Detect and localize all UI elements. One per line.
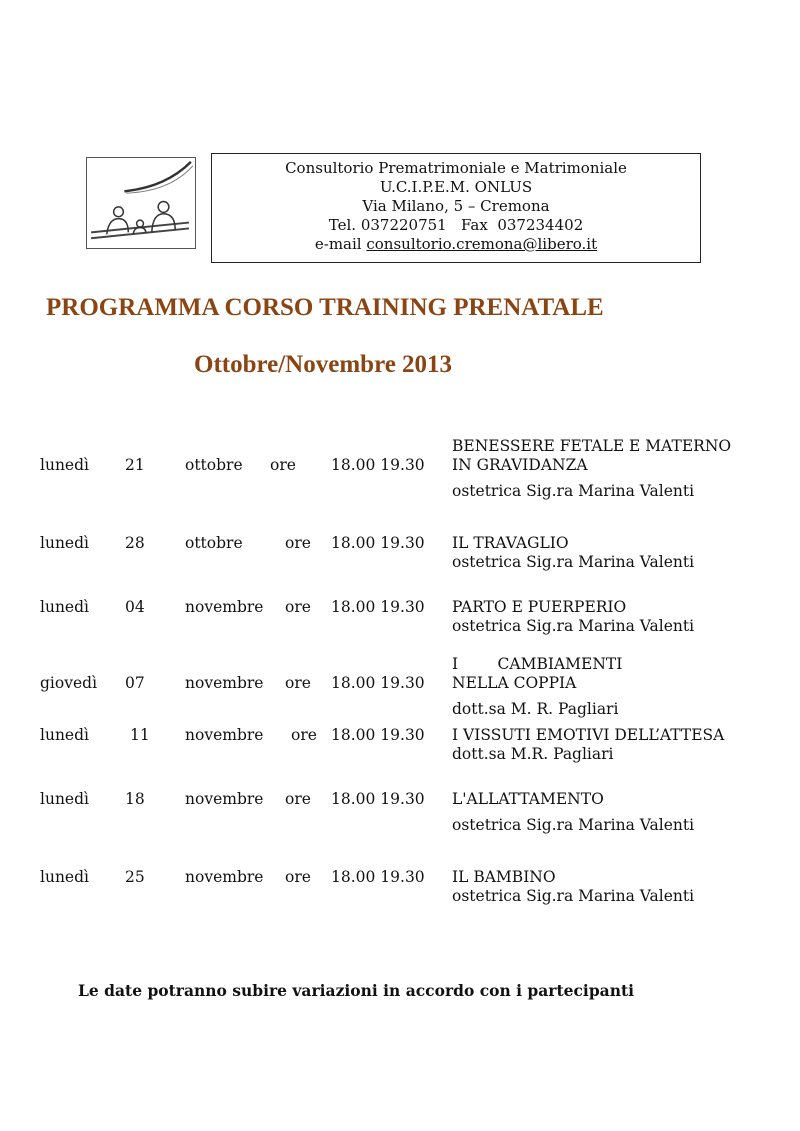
row-date: 18 (125, 790, 145, 808)
row-day: lunedì (40, 598, 89, 616)
email-link[interactable]: consultorio.cremona@libero.it (366, 235, 598, 253)
row-date: 25 (125, 868, 145, 886)
row-time: 18.00 19.30 (331, 598, 425, 616)
row-ore: ore (291, 726, 317, 744)
row-topic: IL TRAVAGLIO (452, 534, 569, 552)
email-label: e-mail (314, 235, 367, 253)
row-month: novembre (185, 790, 264, 808)
family-logo-icon (87, 158, 195, 248)
row-topic: BENESSERE FETALE E MATERNO (452, 437, 732, 455)
row-day: lunedì (40, 726, 89, 744)
row-time: 18.00 19.30 (331, 868, 425, 886)
contact-box (211, 153, 701, 263)
row-speaker: ostetrica Sig.ra Marina Valenti (452, 482, 695, 500)
row-topic: I CAMBIAMENTI (452, 655, 623, 673)
phone-fax: Tel. 037220751 Fax 037234402 (328, 216, 584, 234)
org-short-name: U.C.I.P.E.M. ONLUS (379, 178, 533, 196)
row-month: novembre (185, 598, 264, 616)
row-speaker: ostetrica Sig.ra Marina Valenti (452, 816, 695, 834)
row-date: 28 (125, 534, 145, 552)
row-month: ottobre (185, 534, 243, 552)
row-date: 11 (130, 726, 150, 744)
row-speaker: ostetrica Sig.ra Marina Valenti (452, 553, 695, 571)
row-date: 21 (125, 456, 145, 474)
row-ore: ore (270, 456, 296, 474)
row-time: 18.00 19.30 (331, 674, 425, 692)
row-speaker: ostetrica Sig.ra Marina Valenti (452, 617, 695, 635)
row-day: lunedì (40, 868, 89, 886)
row-topic: PARTO E PUERPERIO (452, 598, 627, 616)
row-time: 18.00 19.30 (331, 790, 425, 808)
row-ore: ore (285, 868, 311, 886)
row-time: 18.00 19.30 (331, 534, 425, 552)
row-ore: ore (285, 534, 311, 552)
row-speaker: dott.sa M. R. Pagliari (452, 700, 619, 718)
row-topic: IL BAMBINO (452, 868, 556, 886)
row-date: 04 (125, 598, 145, 616)
row-month: novembre (185, 726, 264, 744)
row-topic-line2: NELLA COPPIA (452, 674, 577, 692)
row-time: 18.00 19.30 (331, 726, 425, 744)
row-topic: L'ALLATTAMENTO (452, 790, 604, 808)
row-topic: I VISSUTI EMOTIVI DELL’ATTESA (452, 726, 725, 744)
row-day: lunedì (40, 534, 89, 552)
page-title: PROGRAMMA CORSO TRAINING PRENATALE (46, 294, 604, 321)
row-ore: ore (285, 598, 311, 616)
row-topic-line2: IN GRAVIDANZA (452, 456, 588, 474)
row-ore: ore (285, 790, 311, 808)
email-line (212, 235, 700, 254)
address: Via Milano, 5 – Cremona (362, 197, 550, 215)
row-speaker: ostetrica Sig.ra Marina Valenti (452, 887, 695, 905)
row-month: ottobre (185, 456, 243, 474)
row-month: novembre (185, 674, 264, 692)
row-day: giovedì (40, 674, 98, 692)
page-subtitle: Ottobre/Novembre 2013 (194, 351, 453, 378)
footer-note: Le date potranno subire variazioni in accordo con i partecipanti (78, 981, 635, 1000)
row-day: lunedì (40, 790, 89, 808)
row-ore: ore (285, 674, 311, 692)
row-speaker: dott.sa M.R. Pagliari (452, 745, 614, 763)
org-name: Consultorio Prematrimoniale e Matrimoniale (285, 159, 627, 177)
logo (86, 157, 196, 249)
row-date: 07 (125, 674, 145, 692)
row-time: 18.00 19.30 (331, 456, 425, 474)
row-month: novembre (185, 868, 264, 886)
row-day: lunedì (40, 456, 89, 474)
